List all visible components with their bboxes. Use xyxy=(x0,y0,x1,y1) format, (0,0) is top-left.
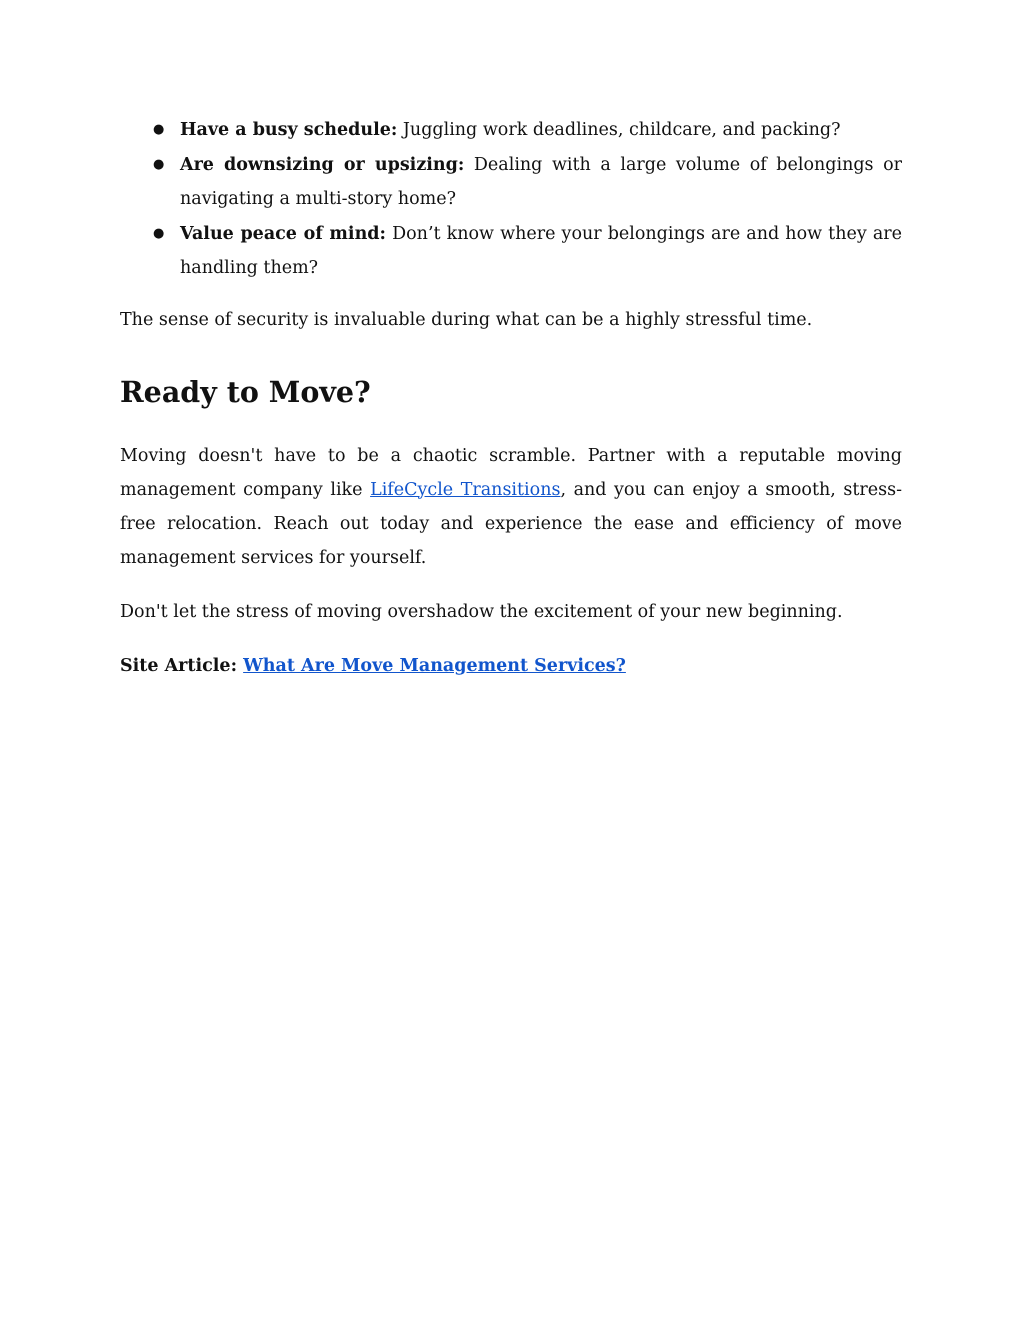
move-paragraph-rest: , and you can enjoy a smooth, stress-free relocation. Reach out today and experience the ease and efficiency of move management services for yourself. xyxy=(120,479,902,568)
bullet-icon: ● xyxy=(153,156,165,172)
site-article-label: Site Article: xyxy=(120,655,244,676)
list-item-label: Are downsizing or upsizing: xyxy=(180,154,465,175)
reasons-list xyxy=(120,113,902,286)
list-item xyxy=(120,217,902,286)
list-item xyxy=(120,113,902,148)
list-item-text: Juggling work deadlines, childcare, and packing? xyxy=(397,120,841,140)
list-item-label: Have a busy schedule: xyxy=(180,120,398,140)
site-article-link[interactable]: What Are Move Management Services? xyxy=(243,655,626,676)
closing-paragraph: Don't let the stress of moving overshadow the excitement of your new beginning. xyxy=(120,601,843,622)
move-paragraph xyxy=(120,439,902,575)
bullet-icon: ● xyxy=(153,225,165,241)
list-item-label: Value peace of mind: xyxy=(180,223,386,244)
move-paragraph-intro: Moving doesn't have to be a chaotic scramble. Partner with a reputable moving management company like xyxy=(120,445,902,500)
security-paragraph: The sense of security is invaluable during what can be a highly stressful time. xyxy=(120,309,813,330)
site-article-line xyxy=(120,649,902,683)
lifecycle-transitions-link[interactable]: LifeCycle Transitions xyxy=(370,479,561,500)
section-heading: Ready to Move? xyxy=(120,374,371,409)
document-page xyxy=(120,113,902,683)
list-item-text: Dealing with a large volume of belongings or navigating a multi-story home? xyxy=(180,154,902,209)
list-item xyxy=(120,148,902,217)
list-item-text: Don’t know where your belongings are and how they are handling them? xyxy=(180,223,902,278)
bullet-icon: ● xyxy=(153,122,165,137)
